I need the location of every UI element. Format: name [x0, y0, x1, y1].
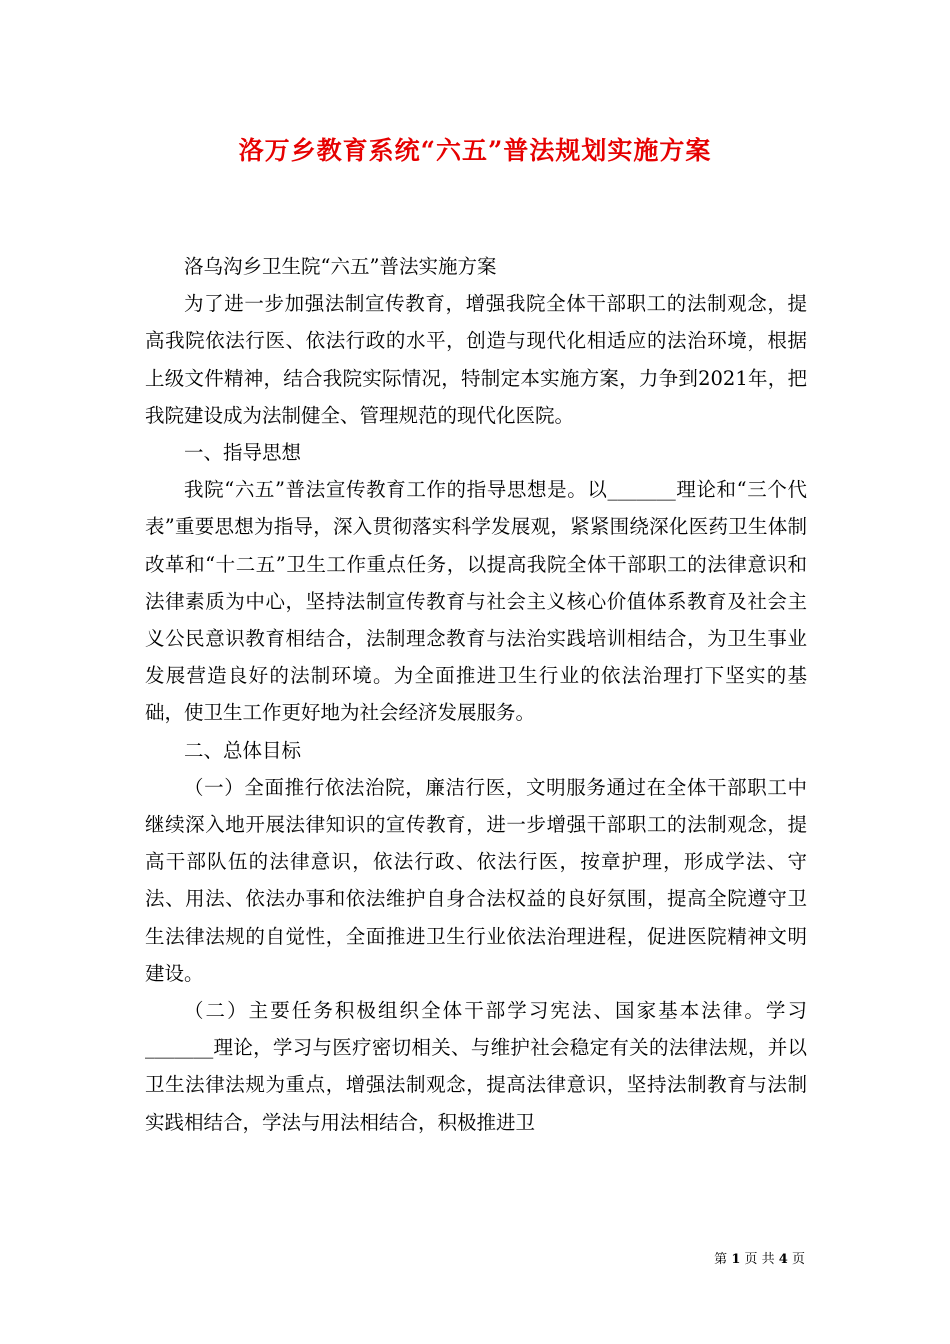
heading-guiding-ideology: 一、指导思想 — [184, 441, 302, 465]
total-page-number: 4 — [778, 1252, 788, 1267]
paragraph-intro: 为了进一步加强法制宣传教育，增强我院全体干部职工的法制观念，提高我院依法行医、依法行政的水平，创造与现代化相适应的法治环境，根据上级文件精神，结合我院实际情况，特制定本实施方案，力争到2021年，把我院建设成为法制健全、管理规范的现代化医院。 — [145, 292, 807, 427]
page-number-footer — [714, 1251, 805, 1269]
paragraph-goal-one: （一）全面推行依法治院，廉洁行医，文明服务通过在全体干部职工中继续深入地开展法律知识的宣传教育，进一步增强干部职工的法制观念，提高干部队伍的法律意识，依法行政、依法行医，按章护理，形成学法、守法、用法、依法办事和依法维护自身合法权益的良好氛围，提高全院遵守卫生法律法规的自觉性，全面推进卫生行业依法治理进程，促进医院精神文明建设。 — [145, 775, 807, 985]
paragraph-goal-two: （二）主要任务积极组织全体干部学习宪法、国家基本法律。学习_______理论，学习与医疗密切相关、与维护社会稳定有关的法律法规，并以卫生法律法规为重点，增强法制观念，提高法律意识，坚持法制教育与法制实践相结合，学法与用法相结合，积极推进卫 — [145, 999, 807, 1134]
paragraph-guiding-ideology: 我院“六五”普法宣传教育工作的指导思想是。以_______理论和“三个代表”重要思想为指导，深入贯彻落实科学发展观，紧紧围绕深化医药卫生体制改革和“十二五”卫生工作重点任务，以提高我院全体干部职工的法律意识和法律素质为中心，坚持法制宣传教育与社会主义核心价值体系教育及社会主义公民意识教育相结合，法制理念教育与法治实践培训相结合，为卫生事业发展营造良好的法制环境。为全面推进卫生行业的依法治理打下坚实的基础，使卫生工作更好地为社会经济发展服务。 — [145, 478, 807, 725]
footer-prefix: 第 — [714, 1252, 728, 1267]
current-page-number: 1 — [731, 1252, 741, 1267]
heading-overall-goals: 二、总体目标 — [184, 738, 302, 762]
footer-suffix: 页 — [791, 1252, 805, 1267]
document-body — [145, 248, 807, 1141]
footer-middle: 页 共 — [744, 1252, 775, 1267]
document-title: 洛万乡教育系统“六五”普法规划实施方案 — [238, 136, 712, 165]
paragraph-subtitle: 洛乌沟乡卫生院“六五”普法实施方案 — [184, 255, 497, 278]
